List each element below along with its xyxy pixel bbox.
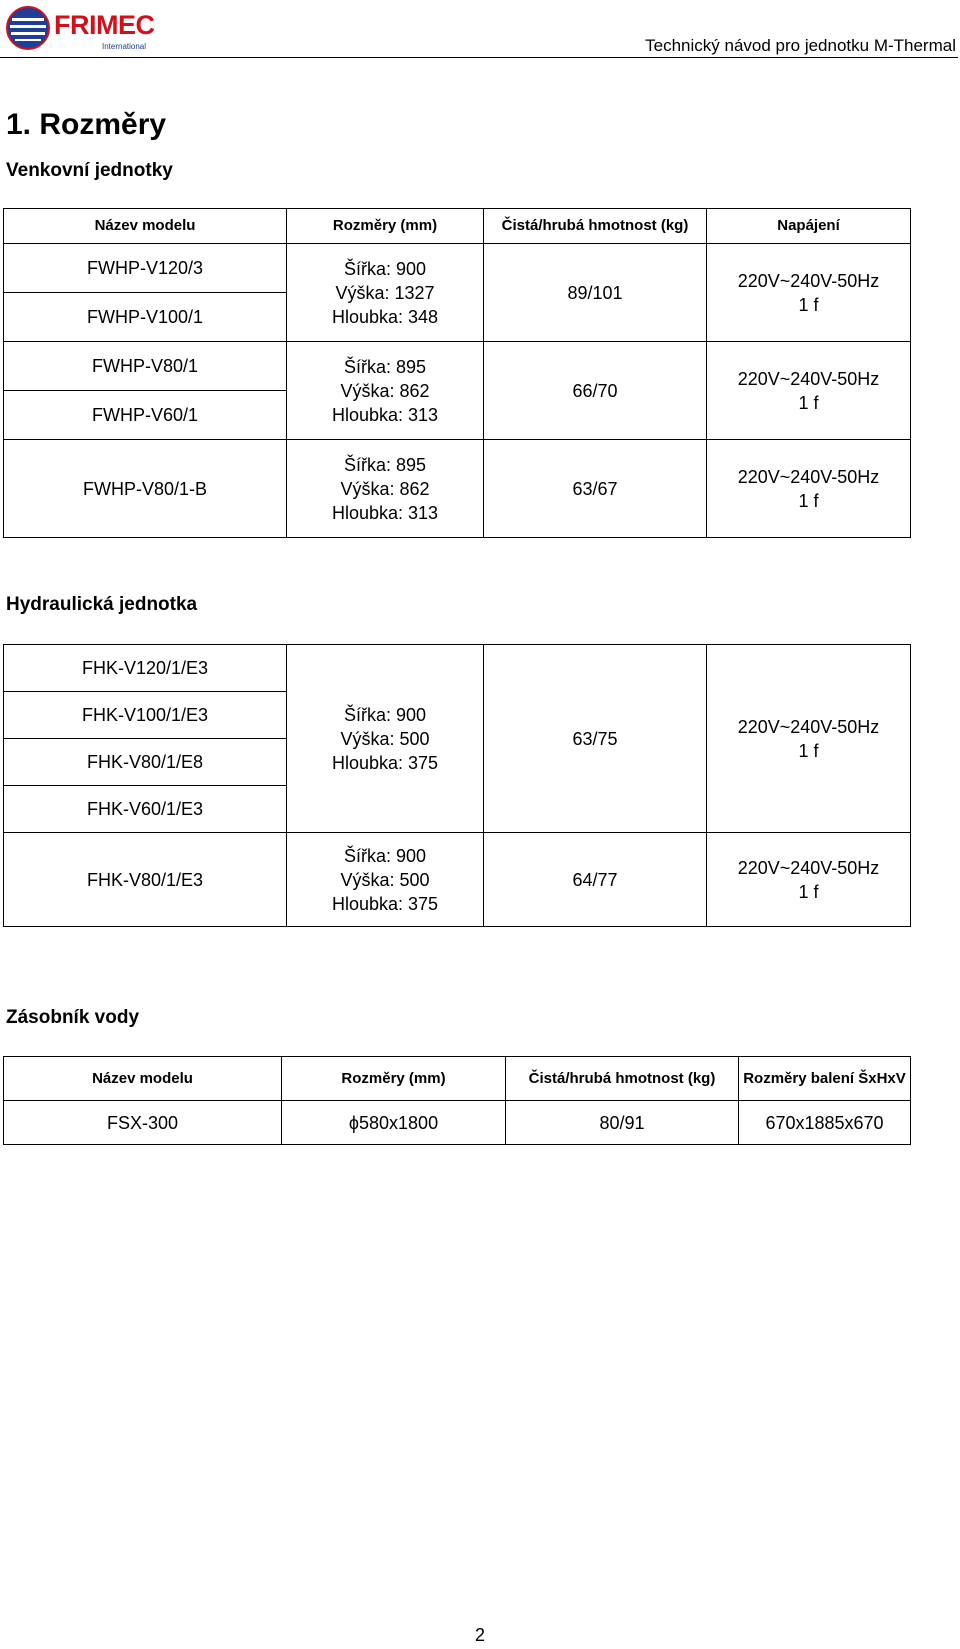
power-cell <box>707 833 911 927</box>
power-voltage: 220V~240V-50Hz <box>737 466 880 487</box>
weight-cell: 63/67 <box>484 440 707 538</box>
power-cell <box>707 342 911 440</box>
package-cell: 670x1885x670 <box>739 1101 911 1145</box>
power-voltage: 220V~240V-50Hz <box>737 857 880 878</box>
frimec-logo <box>6 6 166 54</box>
weight-cell: 64/77 <box>484 833 707 927</box>
column-header: Napájení <box>707 209 911 244</box>
logo-subtext: International <box>102 42 147 51</box>
depth-value: Hloubka: 375 <box>331 893 439 914</box>
power-phase: 1 f <box>798 881 819 902</box>
document-title: Technický návod pro jednotku M-Thermal <box>645 36 956 55</box>
table-header-row <box>4 1057 911 1101</box>
column-header: Název modelu <box>4 209 287 244</box>
dimensions-cell <box>287 833 484 927</box>
hydraulic-table <box>3 644 911 927</box>
power-cell <box>707 645 911 833</box>
power-phase: 1 f <box>798 740 819 761</box>
model-cell: FWHP-V80/1 <box>4 342 287 391</box>
table-row <box>4 342 911 391</box>
tank-table <box>3 1056 911 1145</box>
model-cell: FSX-300 <box>4 1101 282 1145</box>
width-value: Šířka: 900 <box>343 845 427 866</box>
height-value: Výška: 500 <box>340 728 430 749</box>
page-number: 2 <box>474 1625 485 1645</box>
model-cell: FHK-V100/1/E3 <box>4 692 287 739</box>
width-value: Šířka: 900 <box>343 258 427 279</box>
weight-cell: 89/101 <box>484 244 707 342</box>
weight-cell: 80/91 <box>506 1101 739 1145</box>
column-header: Rozměry (mm) <box>287 209 484 244</box>
power-cell <box>707 440 911 538</box>
tank-heading: Zásobník vody <box>6 1007 140 1028</box>
dimensions-cell <box>287 440 484 538</box>
column-header: Čistá/hrubá hmotnost (kg) <box>484 209 707 244</box>
table-row <box>4 645 911 692</box>
width-value: Šířka: 900 <box>343 704 427 725</box>
depth-value: Hloubka: 313 <box>331 502 439 523</box>
table-row <box>4 1101 911 1145</box>
model-cell: FWHP-V120/3 <box>4 244 287 293</box>
power-voltage: 220V~240V-50Hz <box>737 270 880 291</box>
outdoor-heading: Venkovní jednotky <box>6 160 173 181</box>
dimensions-cell <box>287 645 484 833</box>
power-phase: 1 f <box>798 294 819 315</box>
column-header: Rozměry balení ŠxHxV <box>739 1057 911 1101</box>
power-voltage: 220V~240V-50Hz <box>737 368 880 389</box>
table-row <box>4 244 911 293</box>
column-header: Rozměry (mm) <box>282 1057 506 1101</box>
column-header: Čistá/hrubá hmotnost (kg) <box>506 1057 739 1101</box>
power-phase: 1 f <box>798 490 819 511</box>
width-value: Šířka: 895 <box>343 454 427 475</box>
dimensions-cell <box>287 244 484 342</box>
height-value: Výška: 1327 <box>335 282 435 303</box>
model-cell: FWHP-V60/1 <box>4 391 287 440</box>
dimensions-cell: ϕ580x1800 <box>282 1101 506 1145</box>
depth-value: Hloubka: 348 <box>331 306 439 327</box>
section-title: 1. Rozměry <box>6 108 167 141</box>
column-header: Název modelu <box>4 1057 282 1101</box>
model-cell: FWHP-V100/1 <box>4 293 287 342</box>
dimensions-cell <box>287 342 484 440</box>
model-cell: FHK-V120/1/E3 <box>4 645 287 692</box>
width-value: Šířka: 895 <box>343 356 427 377</box>
model-cell: FWHP-V80/1-B <box>4 440 287 538</box>
table-row <box>4 833 911 927</box>
table-header-row <box>4 209 911 244</box>
model-cell: FHK-V60/1/E3 <box>4 786 287 833</box>
depth-value: Hloubka: 375 <box>331 752 439 773</box>
outdoor-table <box>3 208 911 538</box>
weight-cell: 63/75 <box>484 645 707 833</box>
power-cell <box>707 244 911 342</box>
height-value: Výška: 862 <box>340 478 430 499</box>
height-value: Výška: 862 <box>340 380 430 401</box>
weight-cell: 66/70 <box>484 342 707 440</box>
page-header <box>0 0 960 60</box>
model-cell: FHK-V80/1/E8 <box>4 739 287 786</box>
logo-text: FRIMEC <box>54 10 155 40</box>
height-value: Výška: 500 <box>340 869 430 890</box>
logo-emblem-icon <box>6 6 50 50</box>
table-row <box>4 440 911 538</box>
depth-value: Hloubka: 313 <box>331 404 439 425</box>
power-voltage: 220V~240V-50Hz <box>737 716 880 737</box>
power-phase: 1 f <box>798 392 819 413</box>
header-divider <box>0 57 958 58</box>
hydraulic-heading: Hydraulická jednotka <box>6 594 198 615</box>
model-cell: FHK-V80/1/E3 <box>4 833 287 927</box>
